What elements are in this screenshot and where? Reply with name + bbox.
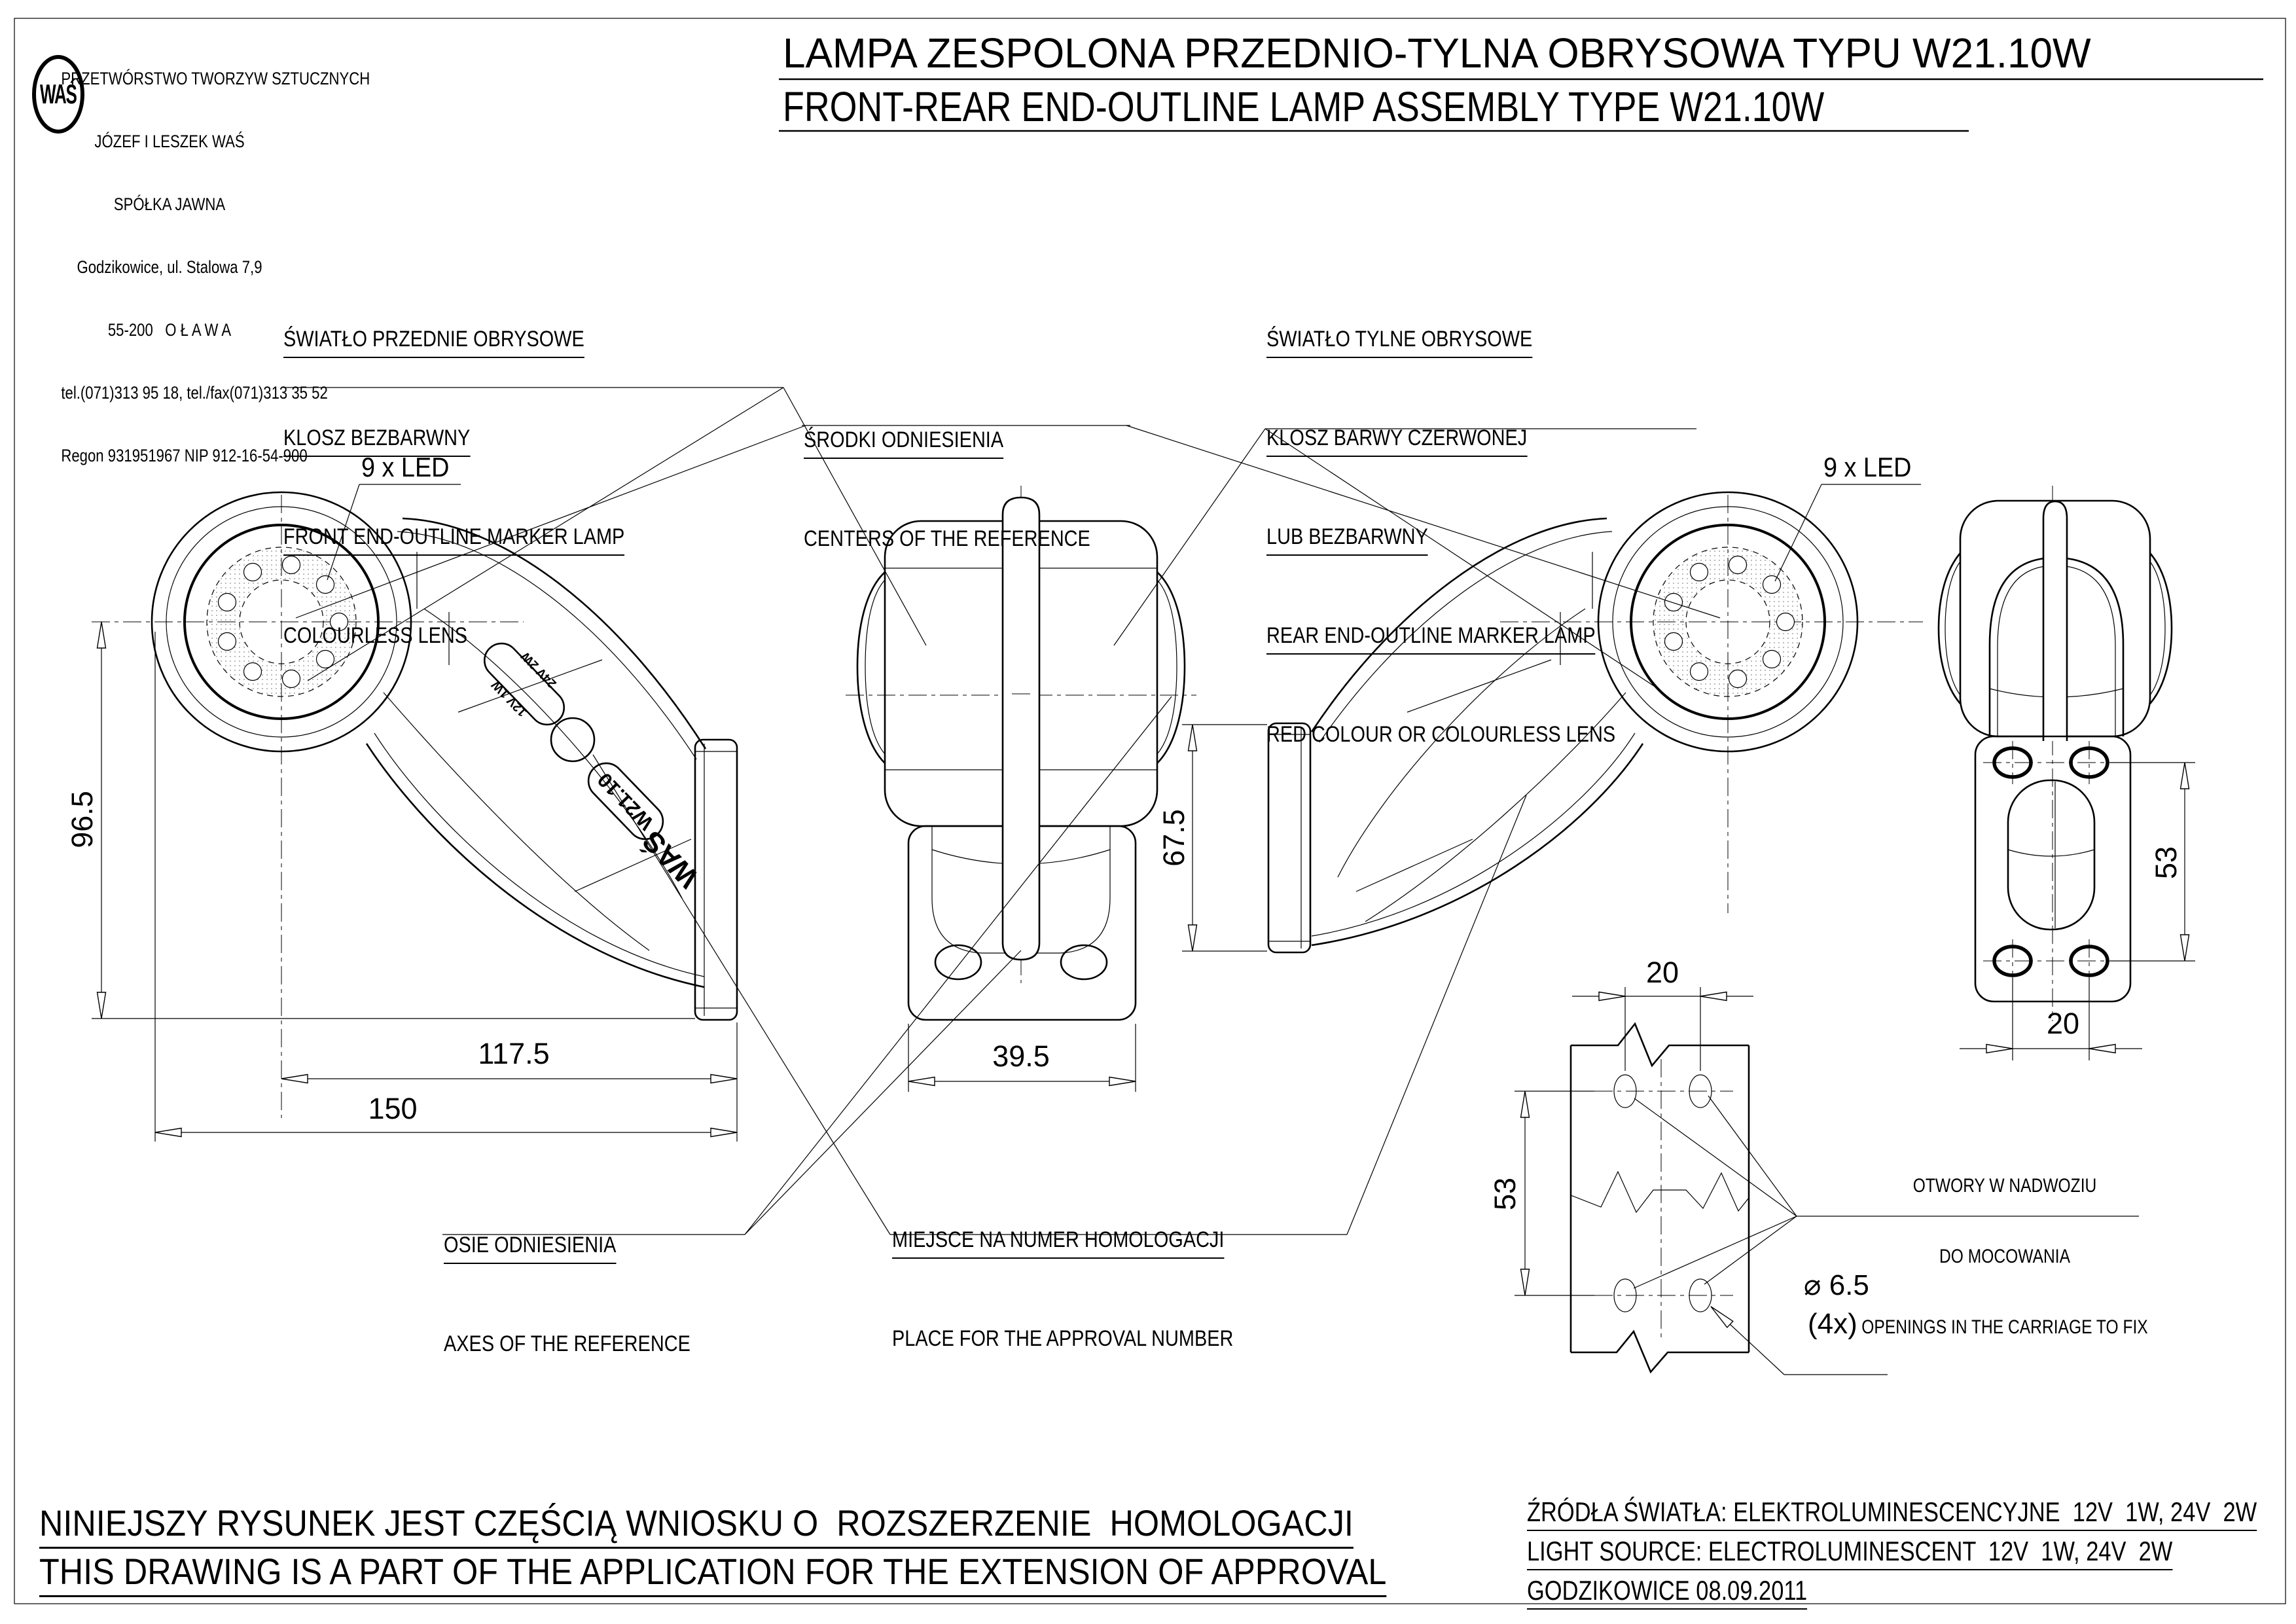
label-openings-pl2: DO MOCOWANIA (1939, 1246, 2070, 1267)
label-openings-pl1: OTWORY W NADWOZIU (1912, 1175, 2097, 1197)
footer-place-date: GODZIKOWICE 08.09.2011 (1527, 1575, 1807, 1610)
label-rear-lamp-pl2: KLOSZ BARWY CZERWONEJ (1266, 422, 1527, 457)
label-approval-en: PLACE FOR THE APPROVAL NUMBER (892, 1326, 1234, 1351)
label-centers (804, 361, 1090, 619)
footer-note-pl: NINIEJSZY RYSUNEK JEST CZĘŚCIĄ WNIOSKU O ROZSZERZENIE HOMOLOGACJI (39, 1502, 1354, 1549)
footer-source-en: LIGHT SOURCE: ELECTROLUMINESCENT 12V 1W, 24V 2W (1527, 1536, 2172, 1570)
label-led-right: 9 x LED (1823, 452, 1912, 482)
view-rear (1939, 486, 2195, 1060)
label-axes (444, 1166, 691, 1424)
label-front-lamp-pl1: ŚWIATŁO PRZEDNIE OBRYSOWE (283, 323, 584, 358)
footer-note-en: THIS DRAWING IS A PART OF THE APPLICATION FOR THE EXTENSION OF APPROVAL (39, 1550, 1386, 1597)
drawing-title-en: FRONT-REAR END-OUTLINE LAMP ASSEMBLY TYPE W21.10W (783, 83, 1825, 130)
label-front-lamp (283, 261, 624, 715)
label-centers-en: CENTERS OF THE REFERENCE (804, 526, 1090, 551)
company-regon-nip: Regon 931951967 NIP 912-16-54-900 (61, 446, 308, 465)
label-approval-place (892, 1161, 1233, 1418)
company-address-1: Godzikowice, ul. Stalowa 7,9 (77, 257, 262, 277)
was-logo (32, 55, 84, 134)
label-axes-pl: OSIE ODNIESIENIA (444, 1229, 616, 1264)
label-rear-lamp-en1: REAR END-OUTLINE MARKER LAMP (1266, 620, 1596, 655)
label-openings-en: OPENINGS IN THE CARRIAGE TO FIX (1861, 1316, 2148, 1338)
drawing-title-pl: LAMPA ZESPOLONA PRZEDNIO-TYLNA OBRYSOWA TYPU W21.10W (783, 29, 2091, 77)
company-name-3: SPÓŁKA JAWNA (113, 194, 226, 214)
dim-39-5: 39.5 (992, 1039, 1050, 1073)
label-rear-lamp-pl1: ŚWIATŁO TYLNE OBRYSOWE (1266, 323, 1532, 358)
label-centers-pl: ŚRODKI ODNIESIENIA (804, 424, 1003, 459)
marking-voltage-l1: 12V 1W (489, 677, 530, 719)
marking-type-text: W21.10 (592, 768, 658, 835)
label-front-lamp-en2: COLOURLESS LENS (283, 623, 468, 648)
label-hole-count: (4x) (1808, 1308, 1857, 1340)
dim-detail-20: 20 (1645, 956, 1679, 989)
dim-rear-53: 53 (2149, 846, 2183, 880)
was-logo-text: WAŚ (40, 79, 77, 109)
dim-67-5: 67.5 (1157, 809, 1191, 867)
footer-source-pl: ŹRÓDŁA ŚWIATŁA: ELEKTROLUMINESCENCYJNE 12V 1W, 24V 2W (1527, 1496, 2257, 1531)
label-rear-lamp (1266, 261, 1615, 814)
label-rear-lamp-pl3: LUB BEZBARWNY (1266, 521, 1428, 556)
approval-number-area-left (551, 718, 594, 761)
dim-117-5: 117.5 (478, 1037, 550, 1070)
label-front-lamp-pl2: KLOSZ BEZBARWNY (283, 422, 470, 457)
label-carriage-openings (1854, 1127, 2155, 1386)
label-front-lamp-en1: FRONT END-OUTLINE MARKER LAMP (283, 521, 624, 556)
marking-voltage-l2: 24V 2W (518, 649, 560, 691)
dim-rear-20: 20 (2046, 1007, 2080, 1040)
company-address-2: 55-200 O Ł A W A (107, 320, 232, 340)
dim-96-5: 96.5 (65, 791, 99, 848)
label-hole-diameter: ⌀ 6.5 (1804, 1269, 1869, 1301)
dim-detail-53: 53 (1488, 1177, 1522, 1211)
label-approval-pl: MIEJSCE NA NUMER HOMOLOGACJI (892, 1224, 1224, 1259)
label-led-left: 9 x LED (361, 452, 450, 482)
label-rear-lamp-en2: RED COLOUR OR COLOURLESS LENS (1266, 722, 1616, 747)
company-name-2: JÓZEF I LESZEK WAŚ (94, 132, 245, 151)
marking-brand-text: WAŚ (636, 824, 706, 894)
dim-150: 150 (368, 1092, 418, 1125)
label-axes-en: AXES OF THE REFERENCE (444, 1331, 691, 1356)
company-phone: tel.(071)313 95 18, tel./fax(071)313 35 52 (61, 383, 328, 403)
company-name-1: PRZETWÓRSTWO TWORZYW SZTUCZNYCH (61, 69, 370, 88)
